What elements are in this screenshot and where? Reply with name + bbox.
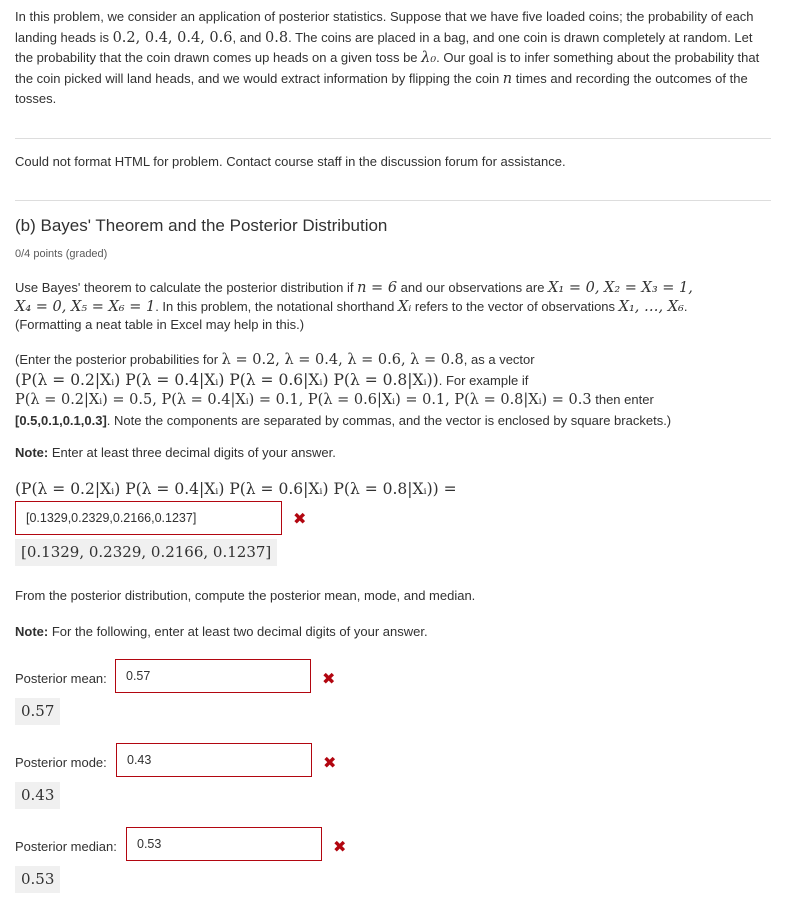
points-graded: 0/4 points (graded): [15, 248, 108, 260]
intro-probabilities: 0.2, 0.4, 0.4, 0.6: [112, 29, 233, 46]
para1-text-f: (Formatting a neat table in Excel may help in this.): [15, 317, 305, 332]
section-title: (b) Bayes' Theorem and the Posterior Distribution: [15, 216, 388, 235]
para2-vector-format: (P(λ = 0.2|Xᵢ) P(λ = 0.4|Xᵢ) P(λ = 0.6|Xᵢ) P(λ = 0.8|Xᵢ)): [15, 370, 439, 389]
vector-instructions: [15, 350, 771, 430]
para1-observations-1: X₁ = 0, X₂ = X₃ = 1,: [548, 280, 693, 296]
intro-n: n: [502, 70, 513, 87]
para1-text-e: .: [683, 298, 688, 314]
note-three-decimals: [15, 445, 336, 460]
divider-top: [15, 138, 771, 139]
incorrect-icon: ✖: [333, 837, 347, 856]
note1-label: Note:: [15, 445, 49, 460]
intro-text-2: , and: [232, 29, 266, 45]
format-error-message: Could not format HTML for problem. Contact course staff in the discussion forum for assistance.: [15, 154, 566, 169]
para1-observations-2: X₄ = 0, X₅ = X₆ = 1: [15, 298, 156, 315]
note2-label: Note:: [15, 624, 49, 639]
intro-text-5: times and recording the outcomes of the tosses.: [15, 70, 748, 106]
intro-text-3: . The coins are placed in a bag, and one coin is drawn completely at random. Let the probability that the coin drawn comes up heads on a given toss be: [15, 29, 753, 65]
posterior-vector-input[interactable]: [0.1329,0.2329,0.2166,0.1237]: [15, 501, 282, 535]
posterior-median-label: Posterior median:: [15, 839, 117, 854]
para2-text-e: . Note the components are separated by commas, and the vector is enclosed by square brackets.): [106, 412, 672, 428]
para1-text-b: and our observations are: [397, 280, 549, 295]
para1-text-c: . In this problem, the notational shorthand: [155, 298, 399, 314]
posterior-mode-preview: 0.43: [15, 782, 60, 809]
posterior-mean-label: Posterior mean:: [15, 671, 107, 686]
incorrect-icon: ✖: [293, 509, 307, 528]
problem-intro: [15, 7, 771, 110]
divider-section: [15, 200, 771, 201]
para1-text-d: refers to the vector of observations: [411, 298, 619, 314]
note2-text: For the following, enter at least two decimal digits of your answer.: [48, 624, 428, 639]
para2-lambdas: λ = 0.2, λ = 0.4, λ = 0.6, λ = 0.8: [221, 352, 464, 368]
posterior-median-input[interactable]: 0.53: [126, 827, 322, 861]
posterior-median-preview: 0.53: [15, 866, 60, 893]
instructions-paragraph: [15, 279, 771, 335]
para1-n-eq: n = 6: [357, 280, 398, 296]
para2-example: P(λ = 0.2|Xᵢ) = 0.5, P(λ = 0.4|Xᵢ) = 0.1, P(λ = 0.6|Xᵢ) = 0.1, P(λ = 0.8|Xᵢ) = 0.3: [15, 392, 592, 408]
intro-text-1: In this problem, we consider an application of posterior statistics. Suppose that we have five loaded coins; the probability of each landing heads is: [15, 9, 754, 45]
intro-text-4: . Our goal is to infer something about the probability that the coin picked will land heads, and we would extract information by flipping the coin: [15, 50, 760, 86]
para2-example-input: [0.5,0.1,0.1,0.3]: [15, 412, 107, 428]
posterior-vector-preview: [0.1329, 0.2329, 0.2166, 0.1237]: [15, 539, 277, 566]
note1-text: Enter at least three decimal digits of your answer.: [48, 445, 336, 460]
intro-lambda0: λ₀: [421, 50, 437, 66]
incorrect-icon: ✖: [323, 753, 337, 772]
incorrect-icon: ✖: [322, 669, 336, 688]
para2-text-a: (Enter the posterior probabilities for: [15, 352, 222, 367]
para2-text-b: , as a vector: [463, 352, 535, 367]
posterior-mode-label: Posterior mode:: [15, 755, 107, 770]
vector-equation: (P(λ = 0.2|Xᵢ) P(λ = 0.4|Xᵢ) P(λ = 0.6|Xᵢ) P(λ = 0.8|Xᵢ)) =: [15, 480, 457, 498]
para1-vector: X₁, …, X₆: [618, 298, 684, 315]
para1-xi: Xᵢ: [398, 298, 412, 315]
para2-text-d: then enter: [591, 392, 654, 407]
posterior-mean-preview: 0.57: [15, 698, 60, 725]
note-two-decimals: [15, 624, 428, 639]
posterior-mean-input[interactable]: 0.57: [115, 659, 311, 693]
intro-probability-last: 0.8: [265, 29, 289, 46]
para1-text-a: Use Bayes' theorem to calculate the posterior distribution if: [15, 280, 358, 295]
para2-text-c: . For example if: [438, 372, 529, 388]
compute-instructions: From the posterior distribution, compute the posterior mean, mode, and median.: [15, 588, 476, 603]
posterior-mode-input[interactable]: 0.43: [116, 743, 312, 777]
